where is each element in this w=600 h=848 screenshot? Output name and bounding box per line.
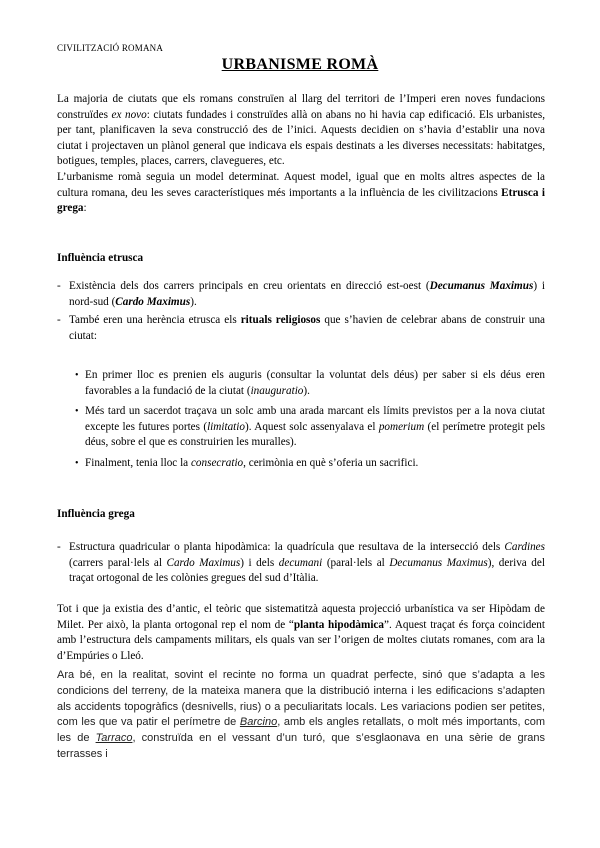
hipodam-paragraph: Tot i que ja existia des d’antic, el teòric que sistematitzà aquesta projecció urbanística va ser Hipòdam de Milet. Per això, la planta ortogonal rep el nom de “planta hipodàmica”. Aquest traçat és força coincident amb l’estructura dels campaments militars, els quals van ser l’origen de moltes ciutats romanes, com ara la d’Empúries o Lleó. bbox=[57, 603, 545, 662]
intro-paragraph-1: La majoria de ciutats que els romans construïen al llarg del territori de l’Imperi eren noves fundacions construïdes ex novo: ciutats fundades i construïdes allà on abans no hi havia cap edificació. Els urbanistes, per tant, planificaven la seva construcció des de l’inici. Aquests decidien on s’havia d’establir una nova ciutat i projectaven un plànol general que indicava els espais destinats a les diverses necessitats: habitatges, botigues, temples, places, carrers, clavegueres, etc. bbox=[57, 93, 545, 168]
ritual-bullet-2: • Més tard un sacerdot traçava un solc amb una arada marcant els límits previstos per a la nova ciutat excepte les futures portes (limitatio). Aquest solc assenyalava el pomerium (el perímetre protegit pels déus, sobre el que es construirien les muralles). bbox=[75, 405, 546, 449]
intro-section bbox=[57, 92, 545, 217]
etrusca-list-item-2: - També eren una herència etrusca els rituals religiosos que s’havien de celebrar abans de construir una ciutat: bbox=[57, 314, 545, 342]
etrusca-list-item-1: - Existència dels dos carrers principals en creu orientats en direcció est-oest (Decumanus Maximus) i nord-sud (Cardo Maximus). bbox=[57, 280, 545, 308]
grega-list-item-1: - Estructura quadricular o planta hipodàmica: la quadrícula que resultava de la intersecció dels Cardines (carrers paral·lels al Cardo Maximus) i dels decumani (paral·lels al Decumanus Maximus), deriva del traçat ortogonal de les colònies gregues del sud d’Itàlia. bbox=[57, 541, 545, 585]
dash-marker: - bbox=[57, 280, 61, 292]
bullet-marker: • bbox=[75, 406, 79, 417]
ritual-bullet-1: • En primer lloc es prenien els auguris (consultar la voluntat dels déus) per saber si els déus eren favorables a la fundació de la ciutat (inauguratio). bbox=[75, 369, 545, 397]
bullet-marker: • bbox=[75, 370, 79, 381]
dash-marker: - bbox=[57, 541, 61, 553]
bullet-marker: • bbox=[75, 458, 79, 469]
ritual-bullet-3: • Finalment, tenia lloc la consecratio, cerimònia en què s’oferia un sacrifici. bbox=[75, 456, 545, 472]
heading-etrusca: Influència etrusca bbox=[57, 252, 144, 264]
final-paragraph: Ara bé, en la realitat, sovint el recinte no forma un quadrat perfecte, sinó que s’adapta a les condicions del terreny, de la mateixa manera que la distribució interna i les edificacions s’adapten als accidents topogràfics (desnivells, rius) o a peculiaritats locals. Les variacions podien ser petites, com les que va patir el perímetre de Barcino, amb els angles retallats, o molt més importants, com les de Tarraco, construïda en el vessant d’un turó, que s’esglaonava en una sèrie de grans terrasses i bbox=[57, 669, 545, 760]
intro-paragraph-2: L’urbanisme romà seguia un model determinat. Aquest model, igual que en molts altres aspectes de la cultura romana, deu les seves característiques més importants a la influència de les civilitzacions Etrusca i grega: bbox=[57, 170, 545, 215]
dash-marker: - bbox=[57, 314, 61, 326]
heading-grega: Influència grega bbox=[57, 508, 135, 520]
page-title: URBANISME ROMÀ bbox=[221, 56, 379, 73]
running-header: CIVILITZACIÓ ROMANA bbox=[57, 43, 164, 53]
